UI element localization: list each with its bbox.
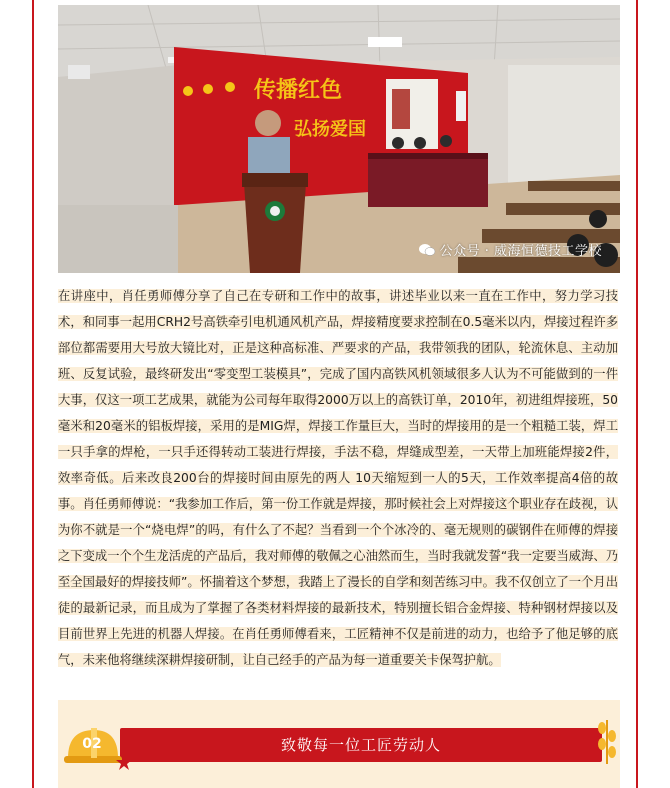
lecture-photo	[58, 5, 620, 273]
watermark-text: 公众号 · 威海恒德技工学校	[439, 244, 602, 259]
left-frame-line	[32, 0, 34, 788]
watermark	[418, 240, 602, 259]
section-title: 致敬每一位工匠劳动人	[280, 736, 441, 754]
article-paragraph	[58, 283, 618, 673]
article-text: 在讲座中，肖任勇师傅分享了自己在专研和工作中的故事，讲述毕业以来一直在工作中，努力学习技术，和同事一起用CRH2号高铁牵引电机通风机产品，焊接精度要求控制在0.5毫米以内，焊接过程许多部位都需要用大号放大镜比对，正是这种高标准、严要求的产品，我带领我的团队，轮流休息、主动加班、反复试验，最终研发出“零变型工装模具”，完成了国内高铁风机领域很多人认为不可能做到的一件大事，仅这一项工艺成果，就能为公司每年取得2000万以上的高铁订单，2010年，初进组焊接班，50毫米和20毫米的铝板焊接，采用的是MIG焊，焊接工作量巨大，当时的焊接用的是一个粗糙工装，焊工一只手拿的焊枪，一只手还得转动工装进行焊接，手法不稳，焊缝成型差，一天带上加班能焊接2件，效率奇低。后来改良200台的焊接时间由原先的两人 10天缩短到一人的5天，工作效率提高4倍的故事。肖任勇师傅说：“我参加工作后，第一份工作就是焊接，那时候社会上对焊接这个职业存在歧视，认为你不就是一个“烧电焊”的吗，有什么了不起？当看到一个个冰冷的、毫无规则的碳钢件在师傅的焊接之下变成一个个生龙活虎的产品后，我对师傅的敬佩之心油然而生，当时我就发誓“我一定要当威海、乃至全国最好的焊接技师”。怀揣着这个梦想，我踏上了漫长的自学和刻苦练习中。我不仅创立了一个月出徒的最新记录，而且成为了掌握了各类材料焊接的最新技术，特别擅长铝合金焊接、特种钢材焊接以及目前世界上先进的机器人焊接。在肖任勇师傅看来，工匠精神不仅是前进的动力，也给予了他足够的底气，未来他将继续深耕焊接研制，让自己经手的产品为每一道重要关卡保驾护航。	[58, 289, 618, 667]
section-number: 02	[82, 736, 102, 752]
wheat-icon	[594, 716, 620, 766]
backdrop-text-1: 传播红色	[254, 78, 343, 103]
right-frame-line	[636, 0, 638, 788]
wechat-icon	[418, 243, 436, 257]
star-icon	[116, 754, 132, 770]
section-banner	[58, 700, 620, 788]
backdrop-text-2: 弘扬爱国	[294, 119, 366, 140]
lecture-photo-illustration	[58, 5, 620, 273]
